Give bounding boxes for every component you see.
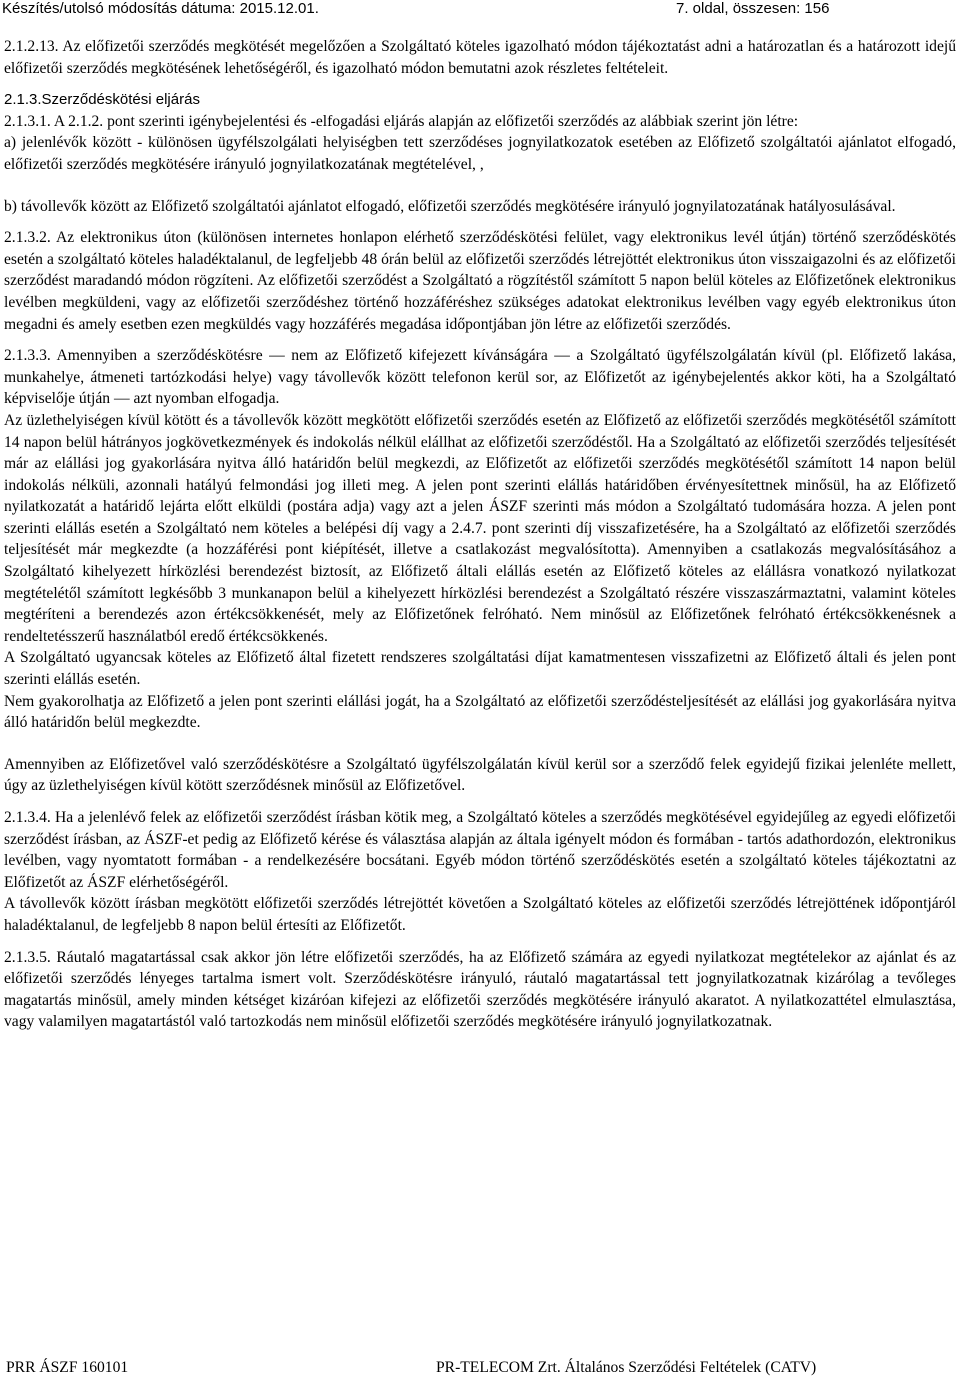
paragraph-withdrawal-right: Az üzlethelyiségen kívül kötött és a távollevők között megkötött előfizetői szerződés esetén az Előfizető az előfizetői szerződés megkötésétől számított 14 napon belül hátrányos jogkövetkezmények és indokolás nélkül elállhat az előfizetői szerződéstől. Ha a Szolgáltató az előfizetői szerződés teljesítését már az elállási jog gyakorlására nyitva álló határidőn belül megkezdi, az Előfizetőt az előfizetői szerződés megkötésétől számított 14 napon belül indokolás nélküli, azonnali hatályú felmondási jog illeti meg. A jelen pont szerinti elállás határidőben érvényesítettnek minősül, ha az Előfizető nyilatkozatát a határidő lejárta előtt elküldi (postára adja) vagy azt a jelen ÁSZF szerinti más módon a Szolgáltató tudomására hozza. A jelen pont szerinti elállás esetén a Szolgáltató nem köteles a belépési díj vagy a 2.4.7. pont szerinti díj visszafizetésére, ha a Szolgáltató az előfizetői szerződés teljesítését már megkezdte (a hozzáférési pont kiépítését, illetve a csatlakozást megvalósította). Amennyiben a csatlakozás megvalósításához a Szolgáltató kihelyezett hírközlési berendezést biztosít, az Előfizető általi elállás esetén az Előfizető köteles az elállásra vonatkozó nyilatkozat megtételétől számított legkésőbb 3 munkanapon belül a kihelyezett hírközlési berendezést a Szolgáltató részére visszaszármaztatni, valamint köteles megtéríteni a berendezés azon értékcsökkenését, mely az Előfizetőnek felróható. Nem minősül az Előfizetőnek felróható értékcsökkenésnek a rendeltetésszerű használatból eredő értékcsökkenés. — [4, 411, 956, 645]
paragraph-distance-notice: A távollevők között írásban megkötött előfizetői szerződés létrejöttét követően a Szolgáltató köteles az előfizetői szerződés létrejöttének időpontjáról haladéktalanul, de legfeljebb 8 napon belül értesíti az Előfizetőt. — [4, 895, 956, 934]
paragraph-item-b: b) távollevők között az Előfizető szolgáltatói ajánlatot elfogadó, előfizetői szerződés megkötésére irányuló jognyilatozatának hatályosulásával. — [4, 197, 896, 215]
document-body — [4, 36, 956, 1033]
page-number: 7. oldal, összesen: 156 — [676, 0, 830, 17]
paragraph-2-1-3-5: 2.1.3.5. Ráutaló magatartással csak akkor jön létre előfizetői szerződés, ha az Előfizető számára az egyedi nyilatkozat megtételekor az ajánlat és az előfizetői szerződés lényeges tartalma ismert volt. Szerződéskötésre irányuló, ráutaló magatartással tett jognyilatkozatnak kizárólag a tevőleges magatartás minősül, amely minden kétséget kizáróan kifejezi az előfizetői szerződés megkötésére irányuló akaratot. A nyilatkozattétel elmulasztása, vagy valamilyen magatartástól való tartozkodás nem minősül előfizetői szerződés megkötésére irányuló jognyilatkozatnak. — [4, 948, 956, 1031]
paragraph-2-1-2-13: 2.1.2.13. Az előfizetői szerződés megkötését megelőzően a Szolgáltató köteles igazolható módon tájékoztatást adni a határozatlan és a határozott idejű előfizetői szerződés megkötésének lehetőségéről, és igazolható módon bemutatni azok részletes feltételeit. — [4, 38, 956, 77]
page-footer — [0, 1358, 960, 1378]
paragraph-offsite-contract: Amennyiben az Előfizetővel való szerződéskötésre a Szolgáltató ügyfélszolgálatán kívül kerül sor a szerződő felek egyidejű fizikai jelenléte mellett, úgy az üzlethelyiségen kívül kötött szerződésnek minősül az Előfizetővel. — [4, 755, 956, 795]
section-heading: 2.1.3.Szerződéskötési eljárás — [4, 91, 200, 109]
modification-date: Készítés/utolsó módosítás dátuma: 2015.12.01. — [2, 0, 319, 17]
paragraph-no-withdrawal: Nem gyakorolhatja az Előfizető a jelen pont szerinti elállási jogát, ha a Szolgáltató az előfizetői szerződésteljesítését az elállási jog gyakorlására nyitva álló határidőn belül megkezdte. — [4, 692, 956, 732]
paragraph-2-1-3-4: 2.1.3.4. Ha a jelenlévő felek az előfizetői szerződést írásban kötik meg, a Szolgáltató köteles a szerződés megkötésével egyidejűleg az egyedi előfizetői szerződést írásban, az ÁSZF-et pedig az Előfizető kérése és választása alapján az általa igényelt módon és formában - tartós adathordozón, elektronikus levélben, vagy nyomtatott formában - a rendelkezésére bocsátani. Egyéb módon történő szerződéskötés esetén a szolgáltató köteles tájékoztatni az Előfizetőt az ÁSZF elérhetőségéről. — [4, 809, 956, 891]
footer-doc-code: PRR ÁSZF 160101 — [6, 1359, 129, 1376]
paragraph-2-1-3-2: 2.1.3.2. Az elektronikus úton (különösen internetes honlapon elérhető szerződéskötési felület, vagy elektronikus levél útján) történő szerződéskötés esetén a szolgáltató köteles haladéktalanul, de legfeljebb 48 órán belül az előfizetői szerződés létrejöttét elektronikus úton visszaigazolni és az előfizetői szerződést maradandó módon rögzíteni. Az előfizetői szerződést a Szolgáltató a rögzítéstől számított 5 napon belül köteles az Előfizetőnek elektronikus levélben megküldeni, vagy az előfizetői szerződéshez történő hozzáféréshez szükséges adatokat elektronikus levélben vagy egyéb elektronikus úton megadni és amely esetben ezen megküldés vagy hozzáférés megadása időpontjában jön létre az előfizetői szerződés. — [4, 229, 956, 333]
page-header — [0, 0, 960, 28]
paragraph-2-1-3-3: 2.1.3.3. Amennyiben a szerződéskötésre — nem az Előfizető kifejezett kívánságára — a Szolgáltató ügyfélszolgálatán kívül (pl. Előfizető lakása, munkahelye, átmeneti tartózkodási helye) vagy távollevők között telefonon kerül sor, az Előfizetőt az igénybejelentés akkor köti, ha a Szolgáltató képviselője útján — azt nyomban elfogadja. — [4, 347, 956, 408]
paragraph-2-1-3-1: 2.1.3.1. A 2.1.2. pont szerinti igénybejelentési és -elfogadási eljárás alapján az előfizetői szerződés az alábbiak szerint jön létre: — [4, 112, 799, 130]
paragraph-refund: A Szolgáltató ugyancsak köteles az Előfizető által fizetett rendszeres szolgáltatási díjat kamatmentesen visszafizetni az Előfizető általi és jelen pont szerinti elállás esetén. — [4, 649, 956, 689]
footer-doc-title: PR-TELECOM Zrt. Általános Szerződési Feltételek (CATV) — [436, 1359, 817, 1376]
paragraph-item-a: a) jelenlévők között - különösen ügyfélszolgálati helyiségben tett szerződéses jognyilatkozatok esetében az Előfizető szolgáltatói ajánlatot elfogadó, előfizetői szerződés megkötésére irányuló jognyilatkozatának megtételével, , — [4, 134, 956, 173]
